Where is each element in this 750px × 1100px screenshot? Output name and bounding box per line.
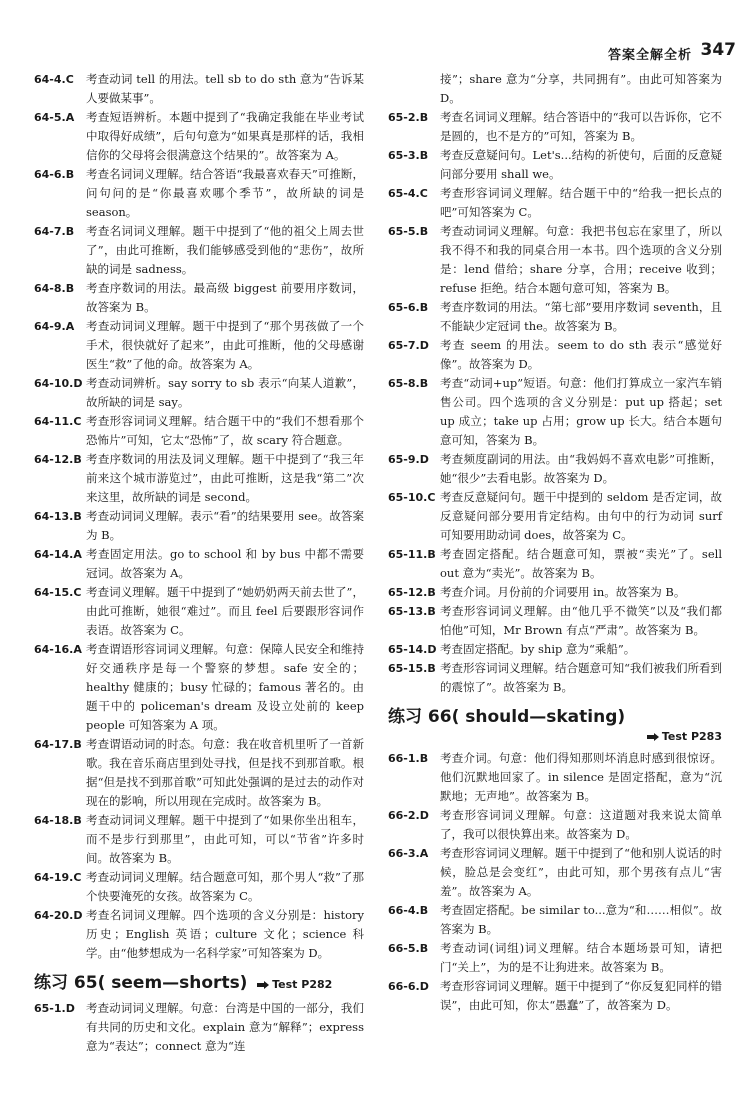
answer-explanation: 考查反意疑问句。题干中提到的 seldom 是否定词，故反意疑问部分要用肯定结构。由句中的行为动词 surf 可知要用助动词 does，故答案为 C。: [440, 490, 722, 542]
answer-entry: [388, 640, 722, 659]
answer-number: 64-15.C: [34, 586, 82, 599]
answer-entry: [388, 450, 722, 488]
answer-explanation: 考查名词词义理解。结合答语“我最喜欢春天”可推断，问句问的是“你最喜欢哪个季节”，故所缺的词是 season。: [86, 167, 364, 219]
answer-entry: [388, 806, 722, 844]
test-ref-label: Test P282: [272, 978, 333, 991]
answer-entry: [388, 583, 722, 602]
answer-entry: [34, 811, 364, 868]
answer-number: 64-19.C: [34, 871, 82, 884]
test-reference: [394, 729, 722, 745]
answer-number: 66-1.B: [388, 752, 429, 765]
answer-entry: [34, 868, 364, 906]
answer-number: 65-9.D: [388, 453, 429, 466]
answer-number: 66-3.A: [388, 847, 429, 860]
answer-entry: [388, 977, 722, 1015]
answer-explanation: 考查固定用法。go to school 和 by bus 中都不需要冠词。故答案为 A。: [86, 547, 364, 580]
answer-number: 65-4.C: [388, 187, 428, 200]
answer-number: 64-8.B: [34, 282, 75, 295]
answer-entry: [34, 412, 364, 450]
answer-number: 64-13.B: [34, 510, 82, 523]
answer-entry: [388, 545, 722, 583]
answer-number: 65-5.B: [388, 225, 429, 238]
section-title: 练习 65( seem—shorts): [34, 973, 248, 993]
page-number: 347: [700, 40, 736, 60]
answer-explanation: 考查名词词义理解。结合答语中的“我可以告诉你，它不是圆的，也不是方的”可知，答案为 B。: [440, 110, 722, 143]
answer-entry: [34, 374, 364, 412]
answer-explanation: 考查形容词词义理解。句意：这道题对我来说太简单了，我可以很快算出来。故答案为 D。: [440, 808, 722, 841]
test-ref-label: Test P283: [661, 730, 722, 743]
answer-number: 64-12.B: [34, 453, 82, 466]
answer-entry: [34, 165, 364, 222]
answer-explanation: 考查形容词词义理解。结合题干中的“我们不想看那个恐怖片”可知，它太“恐怖”了，故 scary 符合题意。: [86, 414, 364, 447]
answer-entry: [388, 374, 722, 450]
answer-number: 65-3.B: [388, 149, 429, 162]
answer-explanation: 考查形容词词义理解。结合题干中的“给我一把长点的吧”可知答案为 C。: [440, 186, 722, 219]
answer-entry: [388, 901, 722, 939]
answer-entry: [34, 450, 364, 507]
answer-explanation: 考查固定搭配。be similar to...意为“和……相似”。故答案为 B。: [440, 903, 722, 936]
answer-entry: [388, 336, 722, 374]
answer-explanation: 考查反意疑问句。Let's...结构的祈使句，后面的反意疑问部分要用 shall we。: [440, 148, 722, 181]
answer-number: 64-17.B: [34, 738, 82, 751]
answer-number: 64-16.A: [34, 643, 82, 656]
answer-explanation: 考查谓语动词的时态。句意：我在收音机里听了一首新歌。我在音乐商店里到处寻找，但是找不到那首歌。根据“但是找不到那首歌”可知此处强调的是过去的动作对现在的影响，所以用现在完成时。故答案为 B。: [86, 737, 364, 808]
answer-number: 65-2.B: [388, 111, 429, 124]
answer-explanation: 考查序数词的用法。最高级 biggest 前要用序数词，故答案为 B。: [86, 281, 364, 314]
answer-number: 64-10.D: [34, 377, 83, 390]
answer-number: 66-4.B: [388, 904, 429, 917]
answer-explanation: 考查谓语形容词词义理解。句意：保障人民安全和维持好交通秩序是每一个警察的梦想。safe 安全的；healthy 健康的；busy 忙碌的；famous 著名的。由题干中的 policeman's dream 及设立处前的 keep people 可知答案为 A 项。: [86, 642, 364, 732]
answer-entry: [34, 507, 364, 545]
answer-number: 65-15.B: [388, 662, 436, 675]
answer-explanation: 考查动词(词组)词义理解。结合本题场景可知，请把门“关上”，为的是不让狗进来。故答案为 B。: [440, 941, 722, 974]
answer-entry: [34, 317, 364, 374]
answer-explanation: 考查形容词词义理解。题干中提到了“他和别人说话的时候，脸总是会变红”，由此可知，那个男孩有点儿“害羞”。故答案为 A。: [440, 846, 722, 898]
answer-explanation: 考查名词词义理解。题干中提到了“他的祖父上周去世了”，由此可推断，我们能够感受到他的“悲伤”，故所缺的词是 sadness。: [86, 224, 364, 276]
answer-number: 65-6.B: [388, 301, 429, 314]
answer-entry: [388, 939, 722, 977]
pointing-hand-icon: [257, 980, 269, 990]
answer-number: 65-7.D: [388, 339, 429, 352]
answer-number: 66-6.D: [388, 980, 429, 993]
answer-entry: [34, 583, 364, 640]
section-65-heading: [34, 971, 364, 995]
answer-entry: [34, 222, 364, 279]
answer-entry: [388, 298, 722, 336]
answer-entry: [388, 146, 722, 184]
section-title: 练习 66( should—skating): [388, 707, 626, 727]
answer-number: 66-2.D: [388, 809, 429, 822]
answer-number: 65-11.B: [388, 548, 436, 561]
answer-explanation: 考查介词。句意：他们得知那则坏消息时感到很惊讶。他们沉默地回家了。in silence 是固定搭配，意为“沉默地；无声地”。故答案为 B。: [440, 751, 722, 803]
answer-number: 64-5.A: [34, 111, 75, 124]
test-reference: [257, 978, 332, 991]
answer-explanation: 考查动词词义理解。表示“看”的结果要用 see。故答案为 B。: [86, 509, 364, 542]
answer-entry: [34, 279, 364, 317]
answer-explanation: 考查序数词的用法及词义理解。题干中提到了“我三年前来这个城市游览过”，由此可推断，这是我“第二”次来这里，故所缺的词是 second。: [86, 452, 364, 504]
answer-number: 65-12.B: [388, 586, 436, 599]
answer-number: 65-1.D: [34, 1002, 75, 1015]
answer-entry: [388, 108, 722, 146]
pointing-hand-icon: [647, 732, 659, 742]
answer-number: 65-8.B: [388, 377, 429, 390]
answer-entry: [34, 108, 364, 165]
answer-explanation: 考查“动词+up”短语。句意：他们打算成立一家汽车销售公司。四个选项的含义分别是：put up 搭起；set up 成立；take up 占用；grow up 长大。结合本题句意可知，答案为 B。: [440, 376, 722, 447]
answer-number: 64-6.B: [34, 168, 75, 181]
answer-explanation: 考查形容词词义理解。由“他几乎不微笑”以及“我们都怕他”可知，Mr Brown 有点“严肃”。故答案为 B。: [440, 604, 722, 637]
answer-entry: [388, 184, 722, 222]
answer-number: 66-5.B: [388, 942, 429, 955]
answer-entry: [34, 906, 364, 963]
answer-explanation: 考查动词词义理解。题干中提到了“如果你坐出租车，而不是步行到那里”，由此可知，可以“节省”许多时间。故答案为 B。: [86, 813, 364, 865]
answer-explanation: 考查短语辨析。本题中提到了“我确定我能在毕业考试中取得好成绩”，后句句意为“如果真是那样的话，我相信你的父母将会很满意这个结果的”。故答案为 A。: [86, 110, 364, 162]
page-header: [0, 0, 750, 62]
right-column: [388, 70, 722, 1015]
answer-explanation: 考查词义理解。题干中提到了“她奶奶两天前去世了”，由此可推断，她很“难过”。而且 feel 后要跟形容词作表语。故答案为 C。: [86, 585, 364, 637]
answer-number: 65-13.B: [388, 605, 436, 618]
answer-explanation: 考查 seem 的用法。seem to do sth 表示“感觉好像”。故答案为 D。: [440, 338, 722, 371]
answer-number: 64-7.B: [34, 225, 75, 238]
answer-entry: [388, 602, 722, 640]
answer-entry: [388, 659, 722, 697]
answer-number: 64-9.A: [34, 320, 75, 333]
left-column: [34, 70, 364, 1056]
answer-number: 65-14.D: [388, 643, 437, 656]
answer-number: 65-10.C: [388, 491, 436, 504]
answer-explanation: 接”；share 意为“分享，共同拥有”。由此可知答案为 D。: [440, 72, 722, 105]
answer-entry: [34, 640, 364, 735]
answer-number: 64-20.D: [34, 909, 83, 922]
answer-entry: [388, 844, 722, 901]
answer-number: 64-18.B: [34, 814, 82, 827]
answer-explanation: 考查动词词义理解。题干中提到了“那个男孩做了一个手术，很快就好了起来”，由此可推断，他的父母感谢医生“救”了他的命。故答案为 A。: [86, 319, 364, 371]
answer-number: 64-11.C: [34, 415, 82, 428]
answer-explanation: 考查形容词词义理解。结合题意可知“我们被我们所看到的震惊了”。故答案为 B。: [440, 661, 722, 694]
answer-entry: [34, 999, 364, 1056]
answer-number: 64-4.C: [34, 73, 74, 86]
answer-entry: [34, 735, 364, 811]
answer-explanation: 考查固定搭配。结合题意可知，票被“卖光”了。sell out 意为“卖光”。故答案为 B。: [440, 547, 722, 580]
answer-explanation: 考查动词 tell 的用法。tell sb to do sth 意为“告诉某人要做某事”。: [86, 72, 364, 105]
answer-explanation: 考查固定搭配。by ship 意为“乘船”。: [440, 642, 636, 656]
answer-number: 64-14.A: [34, 548, 82, 561]
answer-entry: [388, 749, 722, 806]
answer-explanation: 考查介词。月份前的介词要用 in。故答案为 B。: [440, 585, 686, 599]
answer-entry: [34, 70, 364, 108]
answer-explanation: 考查形容词词义理解。题干中提到了“你反复犯同样的错误”，由此可知，你太“愚蠢”了，故答案为 D。: [440, 979, 722, 1012]
answer-explanation: 考查动词辨析。say sorry to sb 表示“向某人道歉”，故所缺的词是 say。: [86, 376, 364, 409]
answer-entry: [34, 545, 364, 583]
book-section-title: 答案全解全析: [607, 48, 692, 63]
answer-explanation: 考查名词词义理解。四个选项的含义分别是：history 历史；English 英语；culture 文化；science 科学。由“他梦想成为一名科学家”可知答案为 D。: [86, 908, 364, 960]
answer-explanation: 考查动词词义理解。结合题意可知，那个男人“救”了那个快要淹死的女孩。故答案为 C。: [86, 870, 364, 903]
answer-explanation: 考查动词词义理解。句意：我把书包忘在家里了，所以我不得不和我的同桌合用一本书。四个选项的含义分别是：lend 借给；share 分享，合用；receive 收到；refuse 拒绝。结合本题句意可知，答案为 B。: [440, 224, 722, 295]
section-66-heading: [388, 705, 722, 745]
answer-entry: [388, 70, 722, 108]
answer-entry: [388, 222, 722, 298]
answer-entry: [388, 488, 722, 545]
answer-explanation: 考查动词词义理解。句意：台湾是中国的一部分，我们有共同的历史和文化。explain 意为“解释”；express 意为“表达”；connect 意为“连: [86, 1001, 364, 1053]
answer-explanation: 考查频度副词的用法。由“我妈妈不喜欢电影”可推断，她“很少”去看电影。故答案为 D。: [440, 452, 722, 485]
answer-explanation: 考查序数词的用法。“第七部”要用序数词 seventh，且不能缺少定冠词 the。故答案为 B。: [440, 300, 722, 333]
